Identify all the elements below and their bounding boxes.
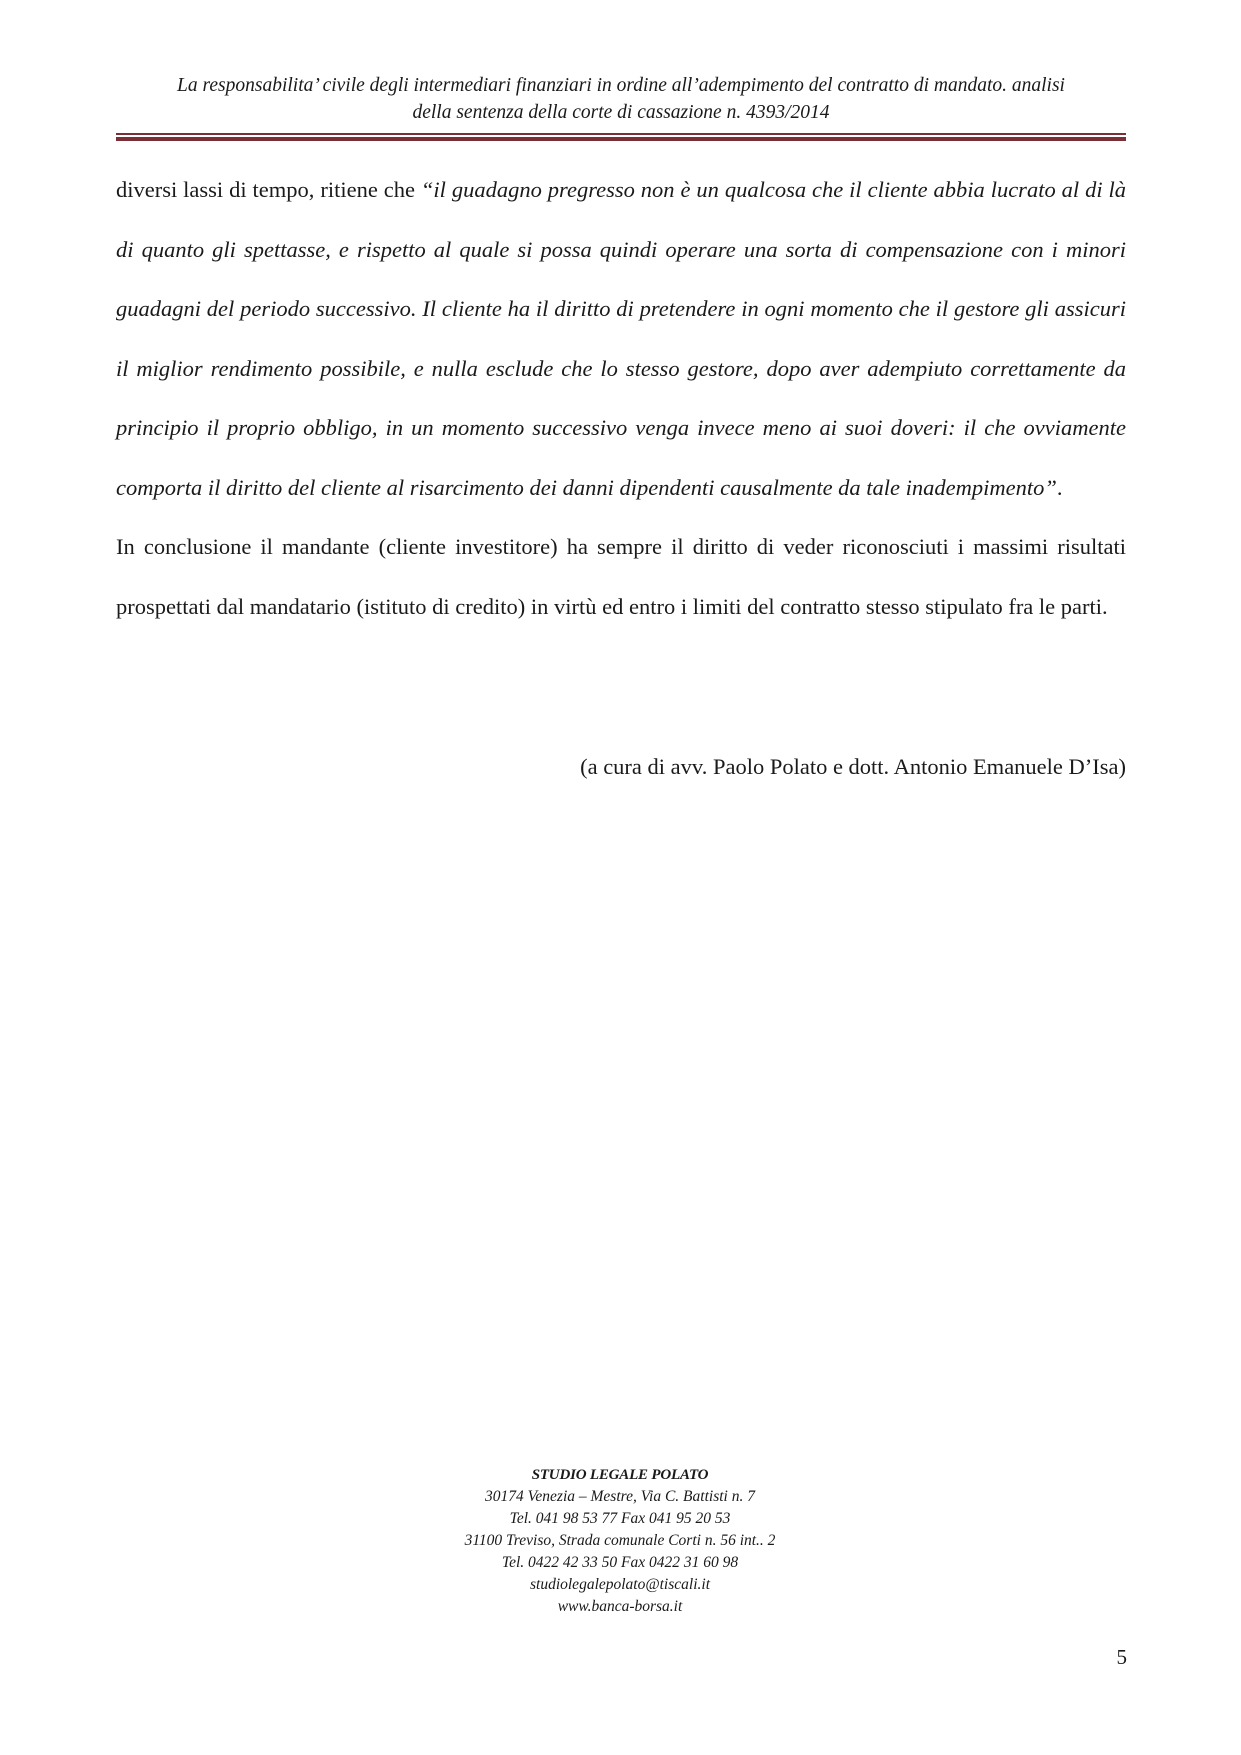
court-quote: “il guadagno pregresso non è un qualcosa che il cliente abbia lucrato al di là di quanto gli spettasse, e rispetto al quale si possa quindi operare una sorta di compensazione con i minori guadagni del periodo successivo. Il cliente ha il diritto di pretendere in ogni momento che il gestore gli assicuri il miglior rendimento possibile, e nulla esclude che lo stesso gestore, dopo aver adempiuto correttamente da principio il proprio obbligo, in un momento successivo venga invece meno ai suoi doveri: il che ovviamente comporta il diritto del cliente al risarcimento dei danni dipendenti causalmente da tale inadempimento” <box>116 177 1127 500</box>
footer-firm-name: STUDIO LEGALE POLATO <box>531 1467 709 1483</box>
header-line-2: della sentenza della corte di cassazione n. 4393/2014 <box>412 102 830 123</box>
footer-phone-venezia: Tel. 041 98 53 77 Fax 041 95 20 53 <box>509 1510 731 1527</box>
running-header <box>116 72 1126 126</box>
header-line-1: La responsabilita’ civile degli intermediari finanziari in ordine all’adempimento del contratto di mandato. analisi <box>177 75 1065 96</box>
footer-address-venezia: 30174 Venezia – Mestre, Via C. Battisti n. 7 <box>485 1488 755 1505</box>
footer-website: www.banca-borsa.it <box>557 1598 683 1615</box>
page-footer <box>420 1464 820 1618</box>
header-rule-thick <box>116 137 1126 141</box>
footer-address-treviso: 31100 Treviso, Strada comunale Corti n. 56 int.. 2 <box>464 1532 776 1549</box>
paragraph-period: . <box>1056 474 1063 500</box>
footer-phone-treviso: Tel. 0422 42 33 50 Fax 0422 31 60 98 <box>501 1554 739 1571</box>
page-number: 5 <box>1116 1645 1127 1669</box>
body-text <box>116 160 1126 636</box>
paragraph-conclusion: In conclusione il mandante (cliente investitore) ha sempre il diritto di veder riconosciuti i massimi risultati prospettati dal mandatario (istituto di credito) in virtù ed entro i limiti del contratto stesso stipulato fra le parti. <box>116 534 1126 619</box>
footer-email: studiolegalepolato@tiscali.it <box>529 1576 710 1593</box>
paragraph-quote <box>116 160 1126 517</box>
header-rule-thin <box>116 133 1126 135</box>
paragraph-intro: diversi lassi di tempo, ritiene che <box>116 177 421 202</box>
author-signature: (a cura di avv. Paolo Polato e dott. Antonio Emanuele D’Isa) <box>580 754 1126 779</box>
